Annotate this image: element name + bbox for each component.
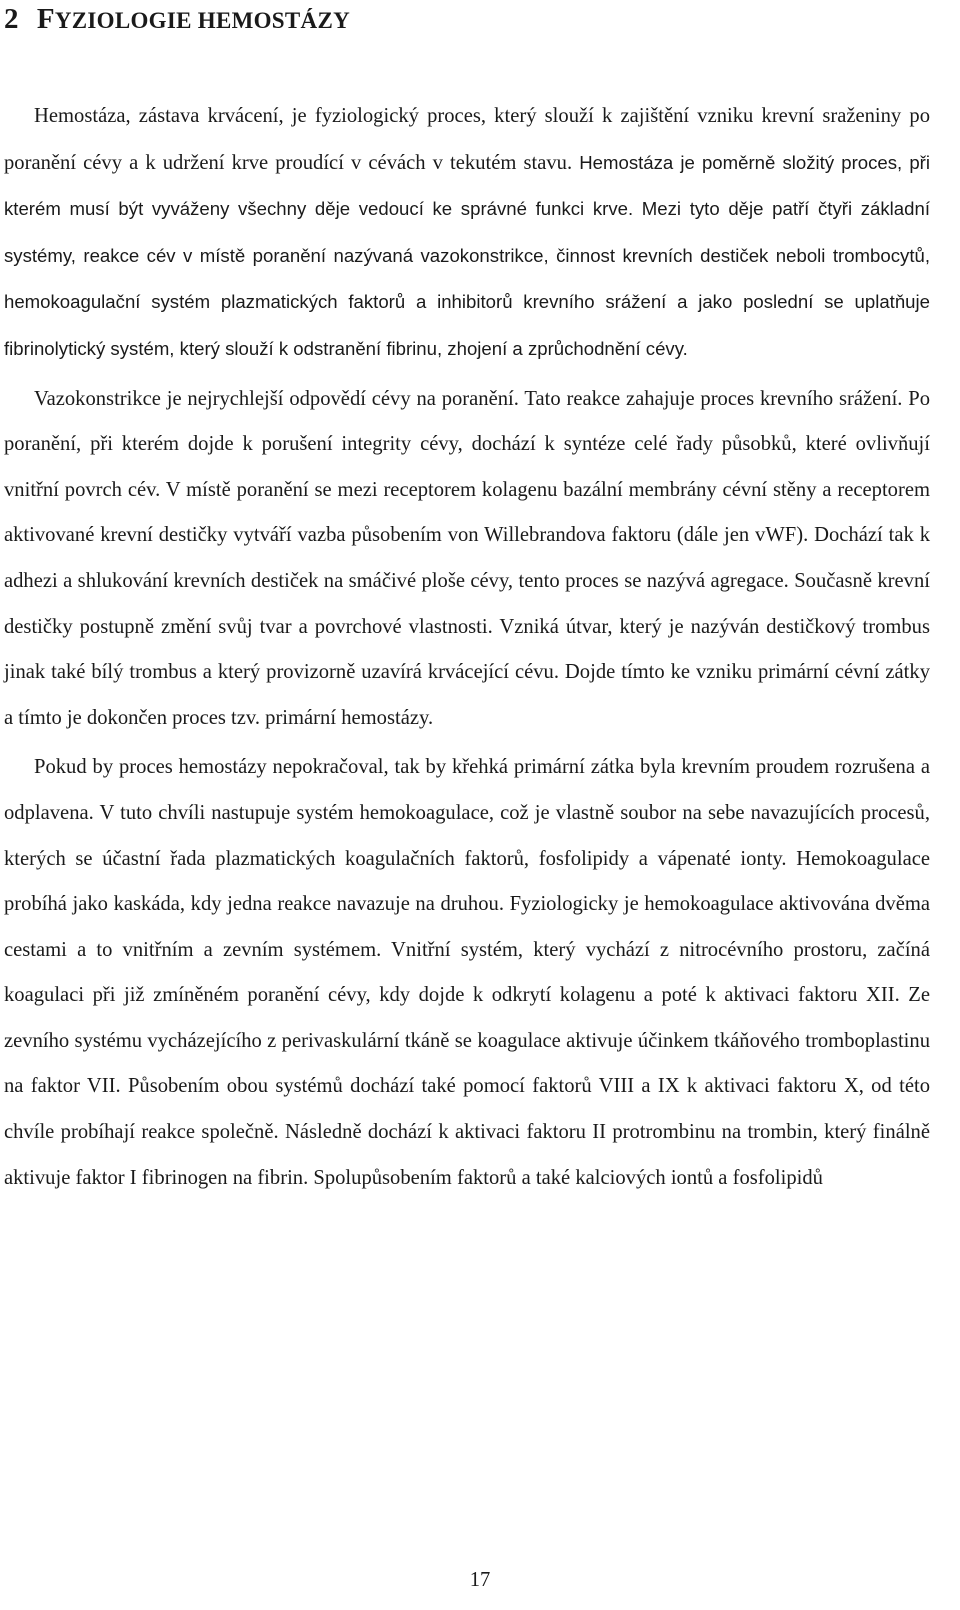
- chapter-number: 2: [4, 3, 19, 35]
- page-number: 17: [469, 1569, 491, 1591]
- paragraph-intro-serif-part: Hemostáza, zástava krvácení, je fyziologický proces, který slouží k zajištění vzniku krevní sraženiny po poranění cévy a k udržení krve proudící v cévách v tekutém stavu.: [4, 105, 930, 174]
- paragraph-hemocoagulation: Pokud by proces hemostázy nepokračoval, tak by křehká primární zátka byla krevním proudem rozrušena a odplavena. V tuto chvíli nastupuje systém hemokoagulace, což je vlastně soubor na sebe navazujících procesů, kterých se účastní řada plazmatických koagulačních faktorů, fosfolipidy a vápenaté ionty. Hemokoagulace probíhá jako kaskáda, kdy jedna reakce navazuje na druhou. Fyziologicky je hemokoagulace aktivována dvěma cestami a to vnitřním a zevním systémem. Vnitřní systém, který vychází z nitrocévního prostoru, začíná koagulaci při již zmíněném poranění cévy, kdy dojde k odkrytí kolagenu a poté k aktivaci faktoru XII. Ze zevního systému vycházejícího z perivaskulární tkáně se koagulace aktivuje účinkem tkáňového tromboplastinu na faktor VII. Působením obou systémů dochází také pomocí faktorů VIII a IX k aktivaci faktoru X, od této chvíle probíhají reakce společně. Následně dochází k aktivaci faktoru II protrombinu na trombin, který finálně aktivuje faktor I fibrinogen na fibrin. Spolupůsobením faktorů a také kalciových iontů a fosfolipidů: [4, 756, 930, 1189]
- body-text: [4, 94, 930, 1201]
- paragraph-intro: [4, 94, 930, 373]
- paragraph-vasoconstriction: Vazokonstrikce je nejrychlejší odpovědí cévy na poranění. Tato reakce zahajuje proces krevního srážení. Po poranění, při kterém dojde k porušení integrity cévy, dochází k syntéze celé řady působků, které ovlivňují vnitřní povrch cév. V místě poranění se mezi receptorem kolagenu bazální membrány cévní stěny a receptorem aktivované krevní destičky vytváří vazba působením von Willebrandova faktoru (dále jen vWF). Dochází tak k adhezi a shlukování krevních destiček na smáčivé ploše cévy, tento proces se nazývá agregace. Současně krevní destičky postupně změní svůj tvar a povrchové vlastnosti. Vzniká útvar, který je nazýván destičkový trombus jinak také bílý trombus a který provizorně uzavírá krvácející cévu. Dojde tímto ke vzniku primární cévní zátky a tímto je dokončen proces tzv. primární hemostázy.: [4, 387, 930, 729]
- chapter-title-initial: F: [36, 3, 55, 35]
- chapter-title-rest: YZIOLOGIE HEMOSTÁZY: [54, 8, 351, 33]
- paragraph-intro-sans-part: Hemostáza je poměrně složitý proces, při kterém musí být vyváženy všechny děje vedoucí ke správné funkci krve. Mezi tyto děje patří čtyři základní systémy, reakce cév v místě poranění nazývaná vazokonstrikce, činnost krevních destiček neboli trombocytů, hemokoagulační systém plazmatických faktorů a inhibitorů krevního srážení a jako poslední se uplatňuje fibrinolytický systém, který slouží k odstranění fibrinu, zhojení a zprůchodnění cévy.: [4, 151, 930, 359]
- chapter-heading: [4, 4, 350, 36]
